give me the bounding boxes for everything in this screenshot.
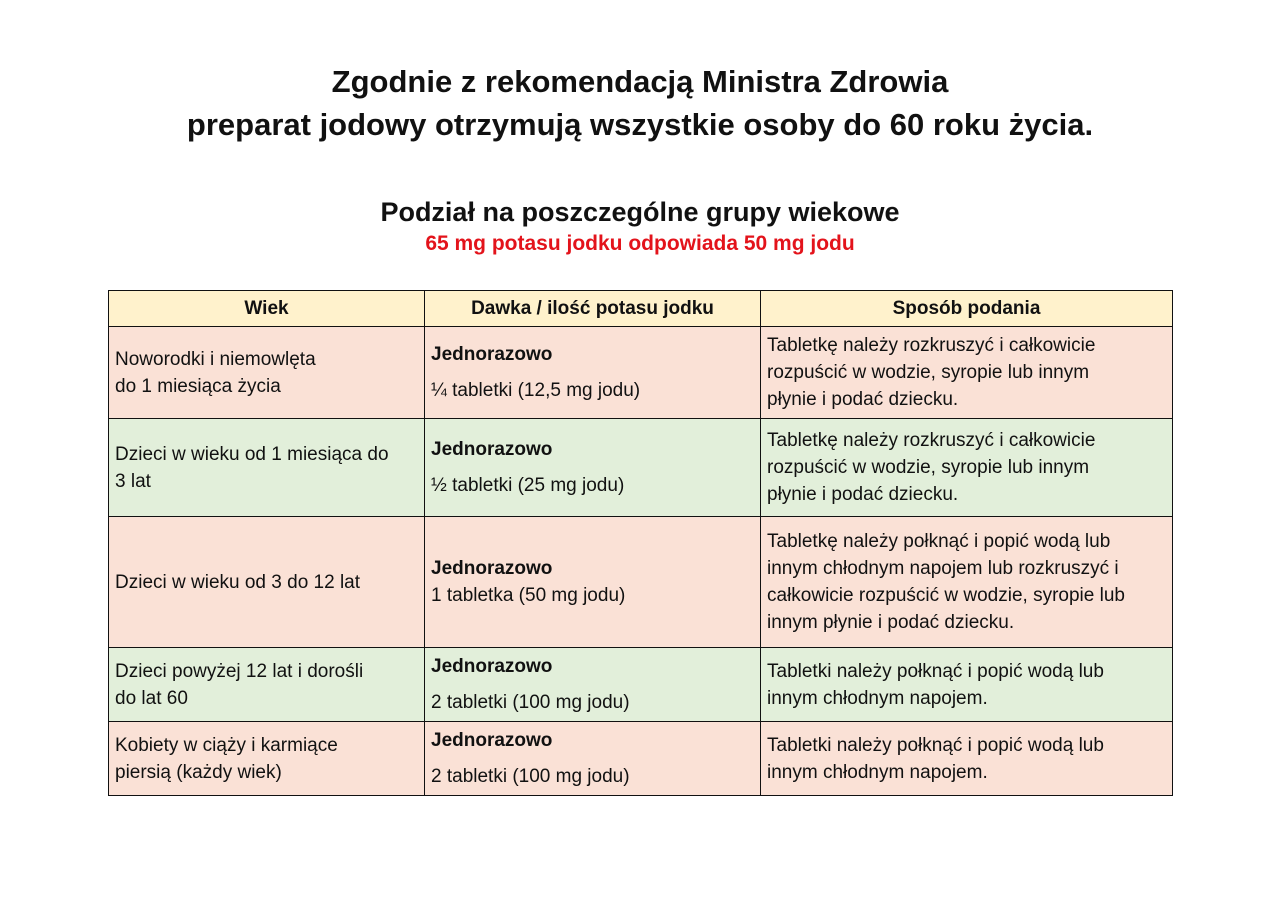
method-cell xyxy=(761,327,1173,419)
age-cell xyxy=(109,419,425,517)
method-line: innym chłodnym napojem. xyxy=(767,687,988,709)
header-dose: Dawka / ilość potasu jodku xyxy=(425,291,761,327)
method-line: rozpuścić w wodzie, syropie lub innym xyxy=(767,362,1090,383)
method-line: rozpuścić w wodzie, syropie lub innym xyxy=(767,457,1090,478)
age-cell xyxy=(109,722,425,796)
dose-cell xyxy=(425,648,761,722)
subtitle: Podział na poszczególne grupy wiekowe xyxy=(380,197,900,227)
dose-label: Jednorazowo xyxy=(431,439,553,460)
method-cell xyxy=(761,648,1173,722)
dose-amount: 2 tabletki (100 mg jodu) xyxy=(431,692,630,713)
document-title xyxy=(0,60,1280,146)
age-line: do 1 miesiąca życia xyxy=(115,375,281,397)
dose-amount: ¼ tabletki (12,5 mg jodu) xyxy=(431,380,641,401)
age-cell xyxy=(109,327,425,419)
table-row xyxy=(109,722,1173,796)
age-line: 3 lat xyxy=(115,470,151,492)
method-cell xyxy=(761,419,1173,517)
age-line: Dzieci w wieku od 3 do 12 lat xyxy=(115,571,361,593)
dose-cell xyxy=(425,722,761,796)
dose-cell xyxy=(425,327,761,419)
title-line-2: preparat jodowy otrzymują wszystkie osoby do 60 roku życia. xyxy=(186,107,1094,142)
table-header-row xyxy=(109,291,1173,327)
table-row xyxy=(109,648,1173,722)
subtitle-block xyxy=(0,194,1280,258)
header-age: Wiek xyxy=(109,291,425,327)
header-method: Sposób podania xyxy=(761,291,1173,327)
dose-amount: 2 tabletki (100 mg jodu) xyxy=(431,766,630,787)
conversion-note: 65 mg potasu jodku odpowiada 50 mg jodu xyxy=(425,232,855,255)
method-line: całkowicie rozpuścić w wodzie, syropie lub xyxy=(767,585,1125,606)
method-cell xyxy=(761,517,1173,648)
table-row xyxy=(109,327,1173,419)
age-line: piersią (każdy wiek) xyxy=(115,761,282,783)
dose-amount: 1 tabletka (50 mg jodu) xyxy=(431,585,626,606)
title-line-1: Zgodnie z rekomendacją Ministra Zdrowia xyxy=(331,64,949,99)
age-line: do lat 60 xyxy=(115,687,188,709)
age-line: Kobiety w ciąży i karmiące xyxy=(115,734,338,756)
dose-label: Jednorazowo xyxy=(431,344,553,365)
dose-cell xyxy=(425,517,761,648)
age-line: Noworodki i niemowlęta xyxy=(115,348,316,370)
dose-label: Jednorazowo xyxy=(431,558,553,579)
method-line: Tabletkę należy rozkruszyć i całkowicie xyxy=(767,335,1096,356)
method-cell xyxy=(761,722,1173,796)
dosage-table xyxy=(108,290,1173,796)
age-cell xyxy=(109,648,425,722)
table-row xyxy=(109,419,1173,517)
method-line: innym chłodnym napojem lub rozkruszyć i xyxy=(767,558,1119,579)
method-line: innym chłodnym napojem. xyxy=(767,761,988,783)
method-line: Tabletkę należy rozkruszyć i całkowicie xyxy=(767,430,1096,451)
table-row xyxy=(109,517,1173,648)
dose-amount: ½ tabletki (25 mg jodu) xyxy=(431,475,625,496)
dose-label: Jednorazowo xyxy=(431,656,553,677)
method-line: innym płynie i podać dziecku. xyxy=(767,612,1015,633)
age-cell xyxy=(109,517,425,648)
age-line: Dzieci powyżej 12 lat i dorośli xyxy=(115,660,364,682)
method-line: Tabletki należy połknąć i popić wodą lub xyxy=(767,660,1104,682)
method-line: Tabletki należy połknąć i popić wodą lub xyxy=(767,734,1104,756)
method-line: płynie i podać dziecku. xyxy=(767,484,959,505)
dose-label: Jednorazowo xyxy=(431,730,553,751)
method-line: płynie i podać dziecku. xyxy=(767,389,959,410)
age-line: Dzieci w wieku od 1 miesiąca do xyxy=(115,443,389,465)
method-line: Tabletkę należy połknąć i popić wodą lub xyxy=(767,531,1111,552)
dose-cell xyxy=(425,419,761,517)
